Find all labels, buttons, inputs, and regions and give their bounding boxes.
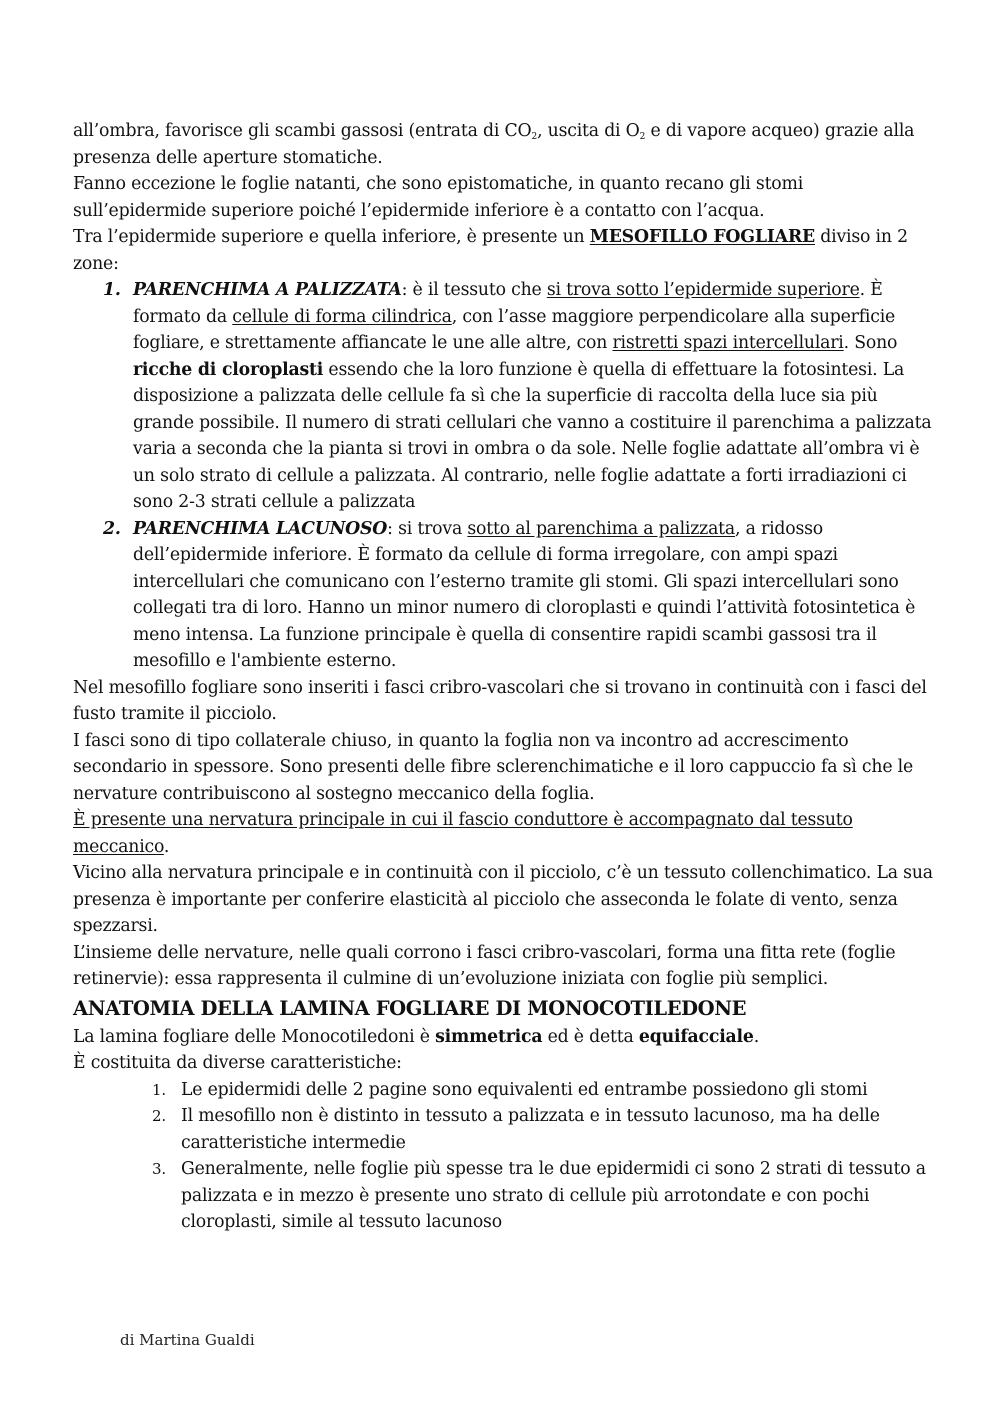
list-number: 2. — [103, 518, 121, 539]
page-footer-author: di Martina Gualdi — [120, 1331, 255, 1349]
paragraph-gas-exchange — [73, 118, 935, 171]
mesophyll-zones-list — [73, 277, 935, 675]
list-number: 1. — [152, 1080, 166, 1099]
subscript: 2 — [531, 132, 538, 142]
text-span: : è il tessuto che — [401, 280, 547, 300]
text-span: , con l’asse maggiore perpendicolare alla superficie fogliare, e strettamente affiancate le une alle altre, con — [133, 306, 896, 353]
text-span: : si trova — [387, 518, 468, 539]
underlined-text: sotto al parenchima a palizzata — [467, 518, 736, 539]
section-heading: ANATOMIA DELLA LAMINA FOGLIARE DI MONOCOTILEDONE — [73, 996, 747, 1020]
list-item — [73, 1077, 935, 1104]
list-item-palisade — [73, 277, 935, 516]
bold-text: equifacciale — [638, 1026, 754, 1047]
bold-text: simmetrica — [435, 1026, 543, 1047]
text-span: . Sono — [843, 333, 898, 353]
paragraph-venation: L’insieme delle nervature, nelle quali corrono i fasci cribro-vascolari, forma una fitta rete (foglie retinervie): essa rappresenta il culmine di un’evoluzione iniziata con foglie più semplici. — [73, 942, 896, 989]
text-span: . — [163, 836, 170, 857]
mesophyll-term: MESOFILLO FOGLIARE — [589, 227, 815, 247]
text-span: all’ombra, favorisce gli scambi gassosi (entrata di CO — [73, 121, 532, 141]
text-span: ed è detta — [542, 1026, 639, 1047]
subscript: 2 — [639, 132, 646, 142]
text-span: La lamina fogliare delle Monocotiledoni è — [73, 1026, 436, 1047]
text-span: diviso in 2 zone: — [73, 227, 908, 274]
bold-text: ricche di cloroplasti — [133, 359, 324, 380]
paragraph-floating-leaves: Fanno eccezione le foglie natanti, che sono epistomatiche, in quanto recano gli stomi sull’epidermide superiore poiché l’epidermide inferiore è a contatto con l’acqua. — [73, 174, 804, 221]
paragraph-features-intro: È costituita da diverse caratteristiche: — [73, 1053, 402, 1073]
text-span: essendo che la loro funzione è quella di effettuare la fotosintesi. La disposizione a palizzata delle cellule fa sì che la superficie di raccolta della luce sia più grande possibile. Il numero di strati cellulari che vanno a costituire il parenchima a palizzata varia a seconda che la pianta si trovi in ombra o da sole. Nelle foglie adattate all’ombra vi è un solo strato di cellule a palizzata. Al contrario, nelle foglie adattate a forti irradiazioni ci sono 2-3 strati cellule a palizzata — [133, 359, 932, 512]
underlined-text: si trova sotto l’epidermide superiore — [546, 280, 860, 300]
text-span: . È formato da — [133, 280, 883, 327]
paragraph-vascular-bundles: Nel mesofillo fogliare sono inseriti i fasci cribro-vascolari che si trovano in continuità con i fasci del fusto tramite il picciolo. — [73, 677, 927, 724]
list-number: 1. — [103, 280, 121, 300]
text-span: Tra l’epidermide superiore e quella inferiore, è presente un — [73, 227, 590, 247]
text-span: , a ridosso dell’epidermide inferiore. È formato da cellule di forma irregolare, con ampi spazi intercellulari che comunicano con l’esterno tramite gli stomi. Gli spazi intercellulari sono collegati tra di loro. Hanno un minor numero di cloroplasti e quindi l’attività fotosintetica è meno intensa. La funzione principale è quella di consentire rapidi scambi gassosi tra il mesofillo e l'ambiente esterno. — [133, 518, 916, 671]
list-item — [73, 1103, 935, 1156]
paragraph-collateral-bundles: I fasci sono di tipo collaterale chiuso, in quanto la foglia non va incontro ad accrescimento secondario in spessore. Sono presenti delle fibre sclerenchimatiche e il loro cappuccio fa sì che le nervature contribuiscono al sostegno meccanico della foglia. — [73, 730, 914, 804]
monocot-features-list — [73, 1077, 935, 1236]
text-span: . — [753, 1026, 760, 1047]
paragraph-main-vein — [73, 807, 935, 860]
list-item-spongy — [73, 516, 935, 675]
underlined-text: cellule di forma cilindrica — [232, 306, 452, 327]
text-span: , uscita di O — [537, 121, 640, 141]
list-item-heading: PARENCHIMA A PALIZZATA — [133, 280, 402, 300]
document-body — [73, 118, 935, 1236]
paragraph-monocot-lamina — [73, 1024, 935, 1051]
list-item-text: Il mesofillo non è distinto in tessuto a palizzata e in tessuto lacunoso, ma ha delle caratteristiche intermedie — [181, 1106, 880, 1153]
list-number: 3. — [152, 1160, 166, 1178]
list-item-text: Generalmente, nelle foglie più spesse tra le due epidermidi ci sono 2 strati di tessuto a palizzata e in mezzo è presente uno strato di cellule più arrotondate e con pochi cloroplasti, simile al tessuto lacunoso — [181, 1159, 926, 1232]
underlined-text: È presente una nervatura principale in cui il fascio conduttore è accompagnato dal tessuto meccanico — [73, 810, 853, 857]
list-number: 2. — [152, 1107, 166, 1125]
paragraph-mesophyll-intro — [73, 224, 935, 277]
list-item-heading: PARENCHIMA LACUNOSO — [133, 518, 388, 539]
paragraph-collenchyma: Vicino alla nervatura principale e in continuità con il picciolo, c’è un tessuto collenchimatico. La sua presenza è importante per conferire elasticità al picciolo che asseconda le folate di vento, senza spezzarsi. — [73, 863, 933, 936]
text-span: e di vapore acqueo) grazie alla presenza delle aperture stomatiche. — [73, 121, 915, 168]
list-item-text: Le epidermidi delle 2 pagine sono equivalenti ed entrambe possiedono gli stomi — [181, 1079, 868, 1100]
list-item — [73, 1156, 935, 1236]
underlined-text: ristretti spazi intercellulari — [612, 333, 844, 353]
